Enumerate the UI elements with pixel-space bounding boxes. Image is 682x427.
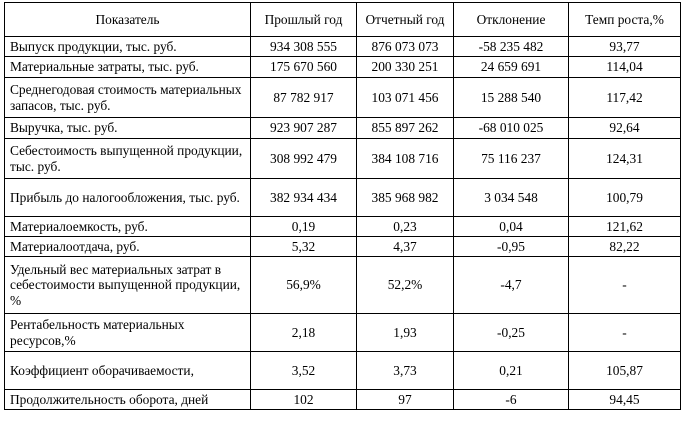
row-prev-value: 5,32 [251, 237, 357, 257]
row-prev-value: 56,9% [251, 257, 357, 314]
row-growth: - [569, 257, 681, 314]
row-curr-value: 385 968 982 [357, 179, 454, 217]
header-row [5, 3, 681, 37]
row-deviation: -6 [454, 390, 569, 410]
table-row [5, 257, 681, 314]
row-deviation: -0,95 [454, 237, 569, 257]
row-indicator: Себестоимость выпущенной продукции, тыс. руб. [5, 139, 251, 179]
row-prev-value: 308 992 479 [251, 139, 357, 179]
table-row [5, 78, 681, 118]
row-curr-value: 52,2% [357, 257, 454, 314]
row-deviation: 0,04 [454, 217, 569, 237]
header-deviation: Отклонение [454, 3, 569, 37]
row-deviation: -4,7 [454, 257, 569, 314]
row-prev-value: 87 782 917 [251, 78, 357, 118]
row-deviation: -68 010 025 [454, 118, 569, 139]
row-indicator: Выручка, тыс. руб. [5, 118, 251, 139]
table-row [5, 139, 681, 179]
row-prev-value: 934 308 555 [251, 37, 357, 57]
row-curr-value: 876 073 073 [357, 37, 454, 57]
row-deviation: 75 116 237 [454, 139, 569, 179]
row-curr-value: 384 108 716 [357, 139, 454, 179]
row-prev-value: 382 934 434 [251, 179, 357, 217]
row-indicator: Продолжительность оборота, дней [5, 390, 251, 410]
row-indicator: Рентабельность материальных ресурсов,% [5, 314, 251, 352]
row-curr-value: 97 [357, 390, 454, 410]
row-growth: 117,42 [569, 78, 681, 118]
table-row [5, 352, 681, 390]
row-growth: 100,79 [569, 179, 681, 217]
row-prev-value: 102 [251, 390, 357, 410]
row-indicator: Удельный вес материальных затрат в себестоимости выпущенной продукции, % [5, 257, 251, 314]
row-growth: 124,31 [569, 139, 681, 179]
row-growth: 82,22 [569, 237, 681, 257]
row-curr-value: 855 897 262 [357, 118, 454, 139]
table-row [5, 118, 681, 139]
row-curr-value: 200 330 251 [357, 57, 454, 78]
row-indicator: Прибыль до налогообложения, тыс. руб. [5, 179, 251, 217]
row-curr-value: 103 071 456 [357, 78, 454, 118]
row-deviation: -58 235 482 [454, 37, 569, 57]
table-row [5, 37, 681, 57]
header-prev-year: Прошлый год [251, 3, 357, 37]
row-indicator: Выпуск продукции, тыс. руб. [5, 37, 251, 57]
row-curr-value: 4,37 [357, 237, 454, 257]
row-indicator: Среднегодовая стоимость материальных запасов, тыс. руб. [5, 78, 251, 118]
row-growth: - [569, 314, 681, 352]
indicators-table [4, 2, 681, 410]
row-deviation: 24 659 691 [454, 57, 569, 78]
table-row [5, 237, 681, 257]
table-row [5, 179, 681, 217]
row-growth: 94,45 [569, 390, 681, 410]
row-growth: 105,87 [569, 352, 681, 390]
row-indicator: Материальные затраты, тыс. руб. [5, 57, 251, 78]
header-growth: Темп роста,% [569, 3, 681, 37]
table-row [5, 314, 681, 352]
row-curr-value: 3,73 [357, 352, 454, 390]
row-prev-value: 175 670 560 [251, 57, 357, 78]
row-curr-value: 0,23 [357, 217, 454, 237]
table-row [5, 217, 681, 237]
row-growth: 121,62 [569, 217, 681, 237]
row-prev-value: 2,18 [251, 314, 357, 352]
row-curr-value: 1,93 [357, 314, 454, 352]
row-deviation: 0,21 [454, 352, 569, 390]
header-curr-year: Отчетный год [357, 3, 454, 37]
row-growth: 93,77 [569, 37, 681, 57]
row-growth: 114,04 [569, 57, 681, 78]
table-row [5, 390, 681, 410]
row-deviation: -0,25 [454, 314, 569, 352]
row-growth: 92,64 [569, 118, 681, 139]
row-deviation: 15 288 540 [454, 78, 569, 118]
row-indicator: Материалоотдача, руб. [5, 237, 251, 257]
row-prev-value: 923 907 287 [251, 118, 357, 139]
row-prev-value: 3,52 [251, 352, 357, 390]
row-deviation: 3 034 548 [454, 179, 569, 217]
header-indicator: Показатель [5, 3, 251, 37]
table-row [5, 57, 681, 78]
row-indicator: Коэффициент оборачиваемости, [5, 352, 251, 390]
row-indicator: Материалоемкость, руб. [5, 217, 251, 237]
row-prev-value: 0,19 [251, 217, 357, 237]
